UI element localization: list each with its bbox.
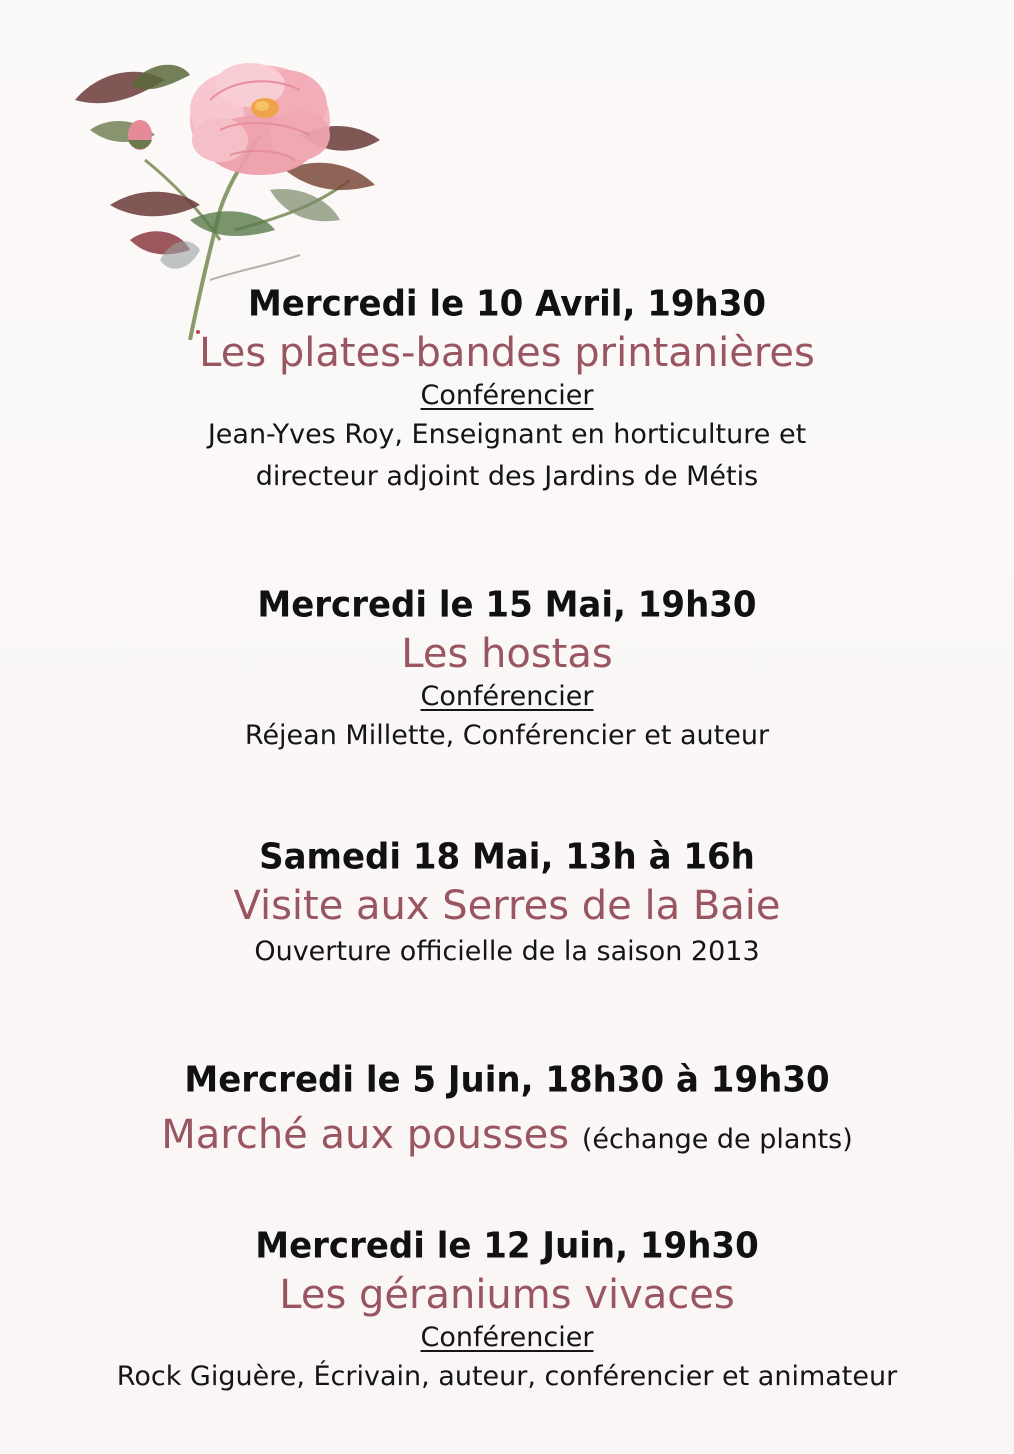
- event-speaker-label: Conférencier: [420, 681, 594, 712]
- event-date: Mercredi le 15 Mai, 19h30: [257, 584, 757, 626]
- event-title: Les hostas: [401, 631, 613, 677]
- event-date: Mercredi le 12 Juin, 19h30: [255, 1225, 759, 1267]
- event-speaker-label: Conférencier: [420, 1322, 594, 1353]
- event-title: Marché aux pousses: [161, 1112, 570, 1158]
- event-date: Mercredi le 5 Juin, 18h30 à 19h30: [184, 1059, 830, 1101]
- event-date: Samedi 18 Mai, 13h à 16h: [259, 836, 755, 878]
- event-speaker-line: Rock Giguère, Écrivain, auteur, conférencier et animateur: [116, 1361, 898, 1392]
- event-title-row: [0, 1110, 1014, 1165]
- event-title: Les plates-bandes printanières: [199, 330, 815, 376]
- event-speaker-line: Jean-Yves Roy, Enseignant en horticulture et: [207, 419, 807, 450]
- event-speaker-line: directeur adjoint des Jardins de Métis: [255, 461, 759, 492]
- event-1: [0, 282, 1014, 498]
- event-2: [0, 583, 1014, 757]
- event-speaker-line: Réjean Millette, Conférencier et auteur: [244, 720, 770, 751]
- event-speaker-label: Conférencier: [420, 380, 594, 411]
- event-5: [0, 1224, 1014, 1398]
- event-date: Mercredi le 10 Avril, 19h30: [247, 283, 767, 325]
- event-4: [0, 1058, 1014, 1165]
- event-title: Les géraniums vivaces: [279, 1272, 735, 1318]
- event-3: [0, 835, 1014, 973]
- event-title-suffix: (échange de plants): [581, 1124, 853, 1155]
- event-subtitle-line: Ouverture officielle de la saison 2013: [254, 936, 760, 967]
- event-title: Visite aux Serres de la Baie: [233, 883, 781, 929]
